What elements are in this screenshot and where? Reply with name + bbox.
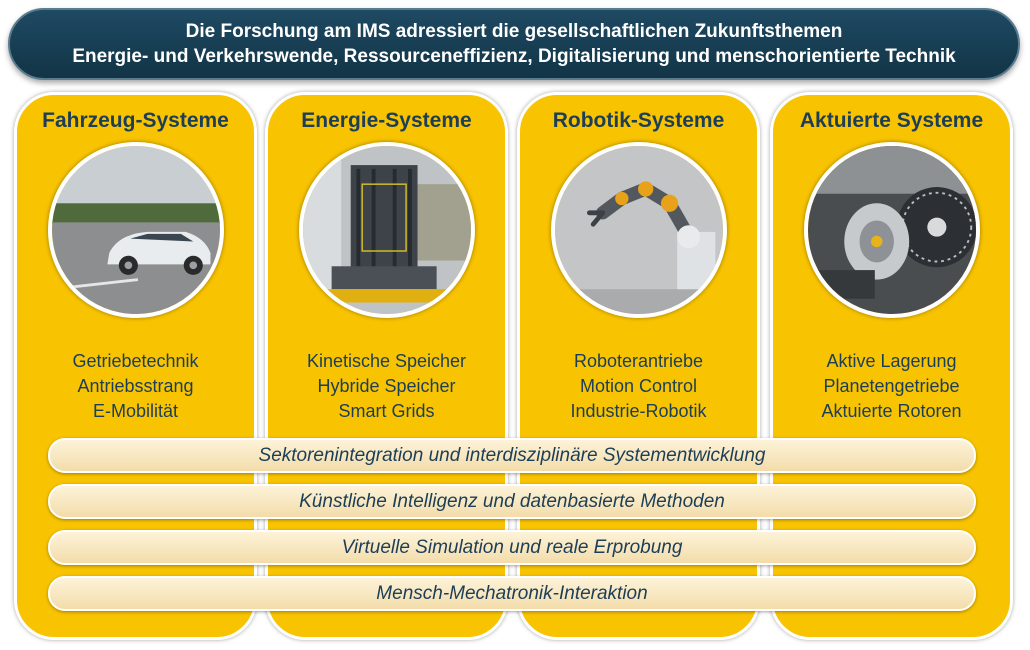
item: Motion Control: [579, 376, 698, 396]
crosscut-bar: Mensch-Mechatronik-Interaktion: [48, 576, 976, 611]
item: Industrie-Robotik: [570, 401, 707, 421]
car-photo: [48, 142, 224, 318]
crosscut-bar: Künstliche Intelligenz und datenbasierte Methoden: [48, 484, 976, 519]
column-items: [268, 349, 505, 424]
header-banner: [8, 8, 1020, 80]
column-title: Fahrzeug-Systeme: [42, 109, 229, 132]
item: Aktuierte Rotoren: [821, 401, 962, 421]
flywheel-storage-photo: [299, 142, 475, 318]
item: Hybride Speicher: [317, 376, 456, 396]
column-items: [773, 349, 1010, 424]
item: Aktive Lagerung: [826, 351, 957, 371]
robot-arm-photo: [551, 142, 727, 318]
item: Kinetische Speicher: [306, 351, 467, 371]
crosscut-bar: Virtuelle Simulation und reale Erprobung: [48, 530, 976, 565]
banner-line-1: Die Forschung am IMS adressiert die gesellschaftlichen Zukunftsthemen: [185, 21, 843, 42]
column-items: [520, 349, 757, 424]
rotor-photo: [804, 142, 980, 318]
banner-line-2: Energie- und Verkehrswende, Ressourceneffizienz, Digitalisierung und menschorientierte Technik: [72, 46, 956, 67]
item: Smart Grids: [338, 401, 435, 421]
column-title: Aktuierte Systeme: [799, 109, 984, 132]
item: E-Mobilität: [92, 401, 179, 421]
column-items: [17, 349, 254, 424]
item: Roboterantriebe: [573, 351, 704, 371]
column-title: Energie-Systeme: [301, 109, 472, 132]
item: Antriebsstrang: [77, 376, 194, 396]
crosscut-bar: Sektorenintegration und interdisziplinäre Systementwicklung: [48, 438, 976, 473]
item: Planetengetriebe: [823, 376, 960, 396]
column-title: Robotik-Systeme: [552, 109, 725, 132]
item: Getriebetechnik: [72, 351, 199, 371]
